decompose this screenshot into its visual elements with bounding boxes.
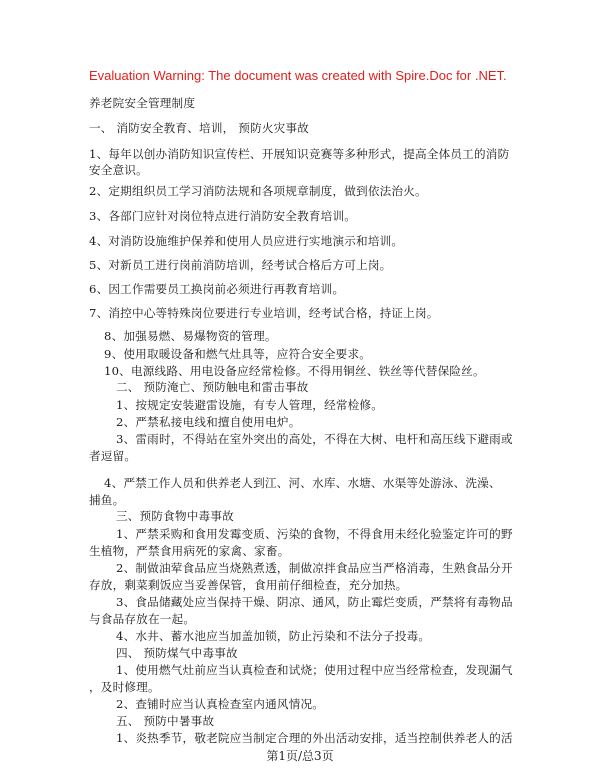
evaluation-warning: Evaluation Warning: The document was created with Spire.Doc for .NET.	[89, 68, 507, 83]
paragraph-line: 1、严禁采购和食用发霉变质、污染的食物，不得食用未经化验鉴定许可的野	[116, 527, 513, 541]
page-footer: 第1页/总3页	[266, 749, 334, 763]
paragraph-line: 1、使用燃气灶前应当认真检查和试烧；使用过程中应当经常检查，发现漏气	[116, 663, 513, 677]
paragraph-line: 8、加强易燃、易爆物资的管理。	[104, 329, 277, 343]
paragraph-line: 与食品存放在一起。	[89, 612, 196, 626]
paragraph-line: 2、制做油荤食品应当烧熟煮透，制做凉拌食品应当严格消毒，生熟食品分开	[116, 561, 513, 575]
paragraph-line: 6、因工作需要员工换岗前必须进行再教育培训。	[89, 282, 345, 296]
paragraph-line: 捕鱼。	[89, 493, 125, 507]
section-heading: 四、 预防煤气中毒事故	[116, 646, 238, 660]
paragraph-line: 存放，剩菜剩饭应当妥善保管，食用前仔细检查，充分加热。	[89, 578, 408, 592]
paragraph-line: 7、消控中心等特殊岗位要进行专业培训，经考试合格，持证上岗。	[89, 306, 439, 320]
paragraph-line: 4、对消防设施维护保养和使用人员应进行实地演示和培训。	[89, 234, 404, 248]
paragraph-line: 2、严禁私接电线和擅自使用电炉。	[116, 415, 301, 429]
section-heading: 三、预防食物中毒事故	[116, 509, 234, 523]
paragraph-line: ，及时修理。	[89, 680, 160, 694]
paragraph-line: 3、食品储藏处应当保持干燥、阴凉、通风，防止霉烂变质，严禁将有毒物品	[116, 595, 513, 609]
paragraph-line: 2、定期组织员工学习消防法规和各项规章制度，做到依法治火。	[89, 184, 427, 198]
paragraph-line: 2、查铺时应当认真检查室内通风情况。	[116, 697, 325, 711]
paragraph-line: 1、按规定安装避雷设施，有专人管理，经常检修。	[116, 398, 384, 412]
paragraph-line: 9、使用取暖设备和燃气灶具等，应符合安全要求。	[104, 347, 372, 361]
paragraph-line: 10、电源线路、用电设备应经常检修。不得用铜丝、铁丝等代替保险丝。	[104, 364, 485, 378]
paragraph-line: 1、炎热季节，敬老院应当制定合理的外出活动安排，适当控制供养老人的活	[116, 731, 513, 745]
section-heading: 五、 预防中暑事故	[116, 714, 215, 728]
paragraph-line: 3、各部门应针对岗位特点进行消防安全教育培训。	[89, 209, 357, 223]
paragraph-line: 安全意识。	[89, 163, 148, 177]
paragraph-line: 生植物，严禁食用病死的家禽、家畜。	[89, 544, 290, 558]
paragraph-line: 1、每年以创办消防知识宣传栏、开展知识竞赛等多种形式，提高全体员工的消防	[89, 147, 510, 161]
paragraph-line: 4、严禁工作人员和供养老人到江、河、水库、水塘、水渠等处游泳、洗澡、	[104, 476, 501, 490]
paragraph-line: 5、对新员工进行岗前消防培训，经考试合格后方可上岗。	[89, 258, 392, 272]
document-title: 养老院安全管理制度	[89, 96, 196, 110]
paragraph-line: 4、水井、蓄水池应当加盖加锁，防止污染和不法分子投毒。	[116, 629, 431, 643]
paragraph-line: 3、雷雨时，不得站在室外突出的高处，不得在大树、电杆和高压线下避雨或	[116, 432, 513, 446]
section-heading: 二、 预防淹亡、预防触电和雷击事故	[116, 380, 309, 394]
paragraph-line: 者逗留。	[89, 449, 137, 463]
section-heading: 一、 消防安全教育、培训， 预防火灾事故	[89, 121, 310, 135]
